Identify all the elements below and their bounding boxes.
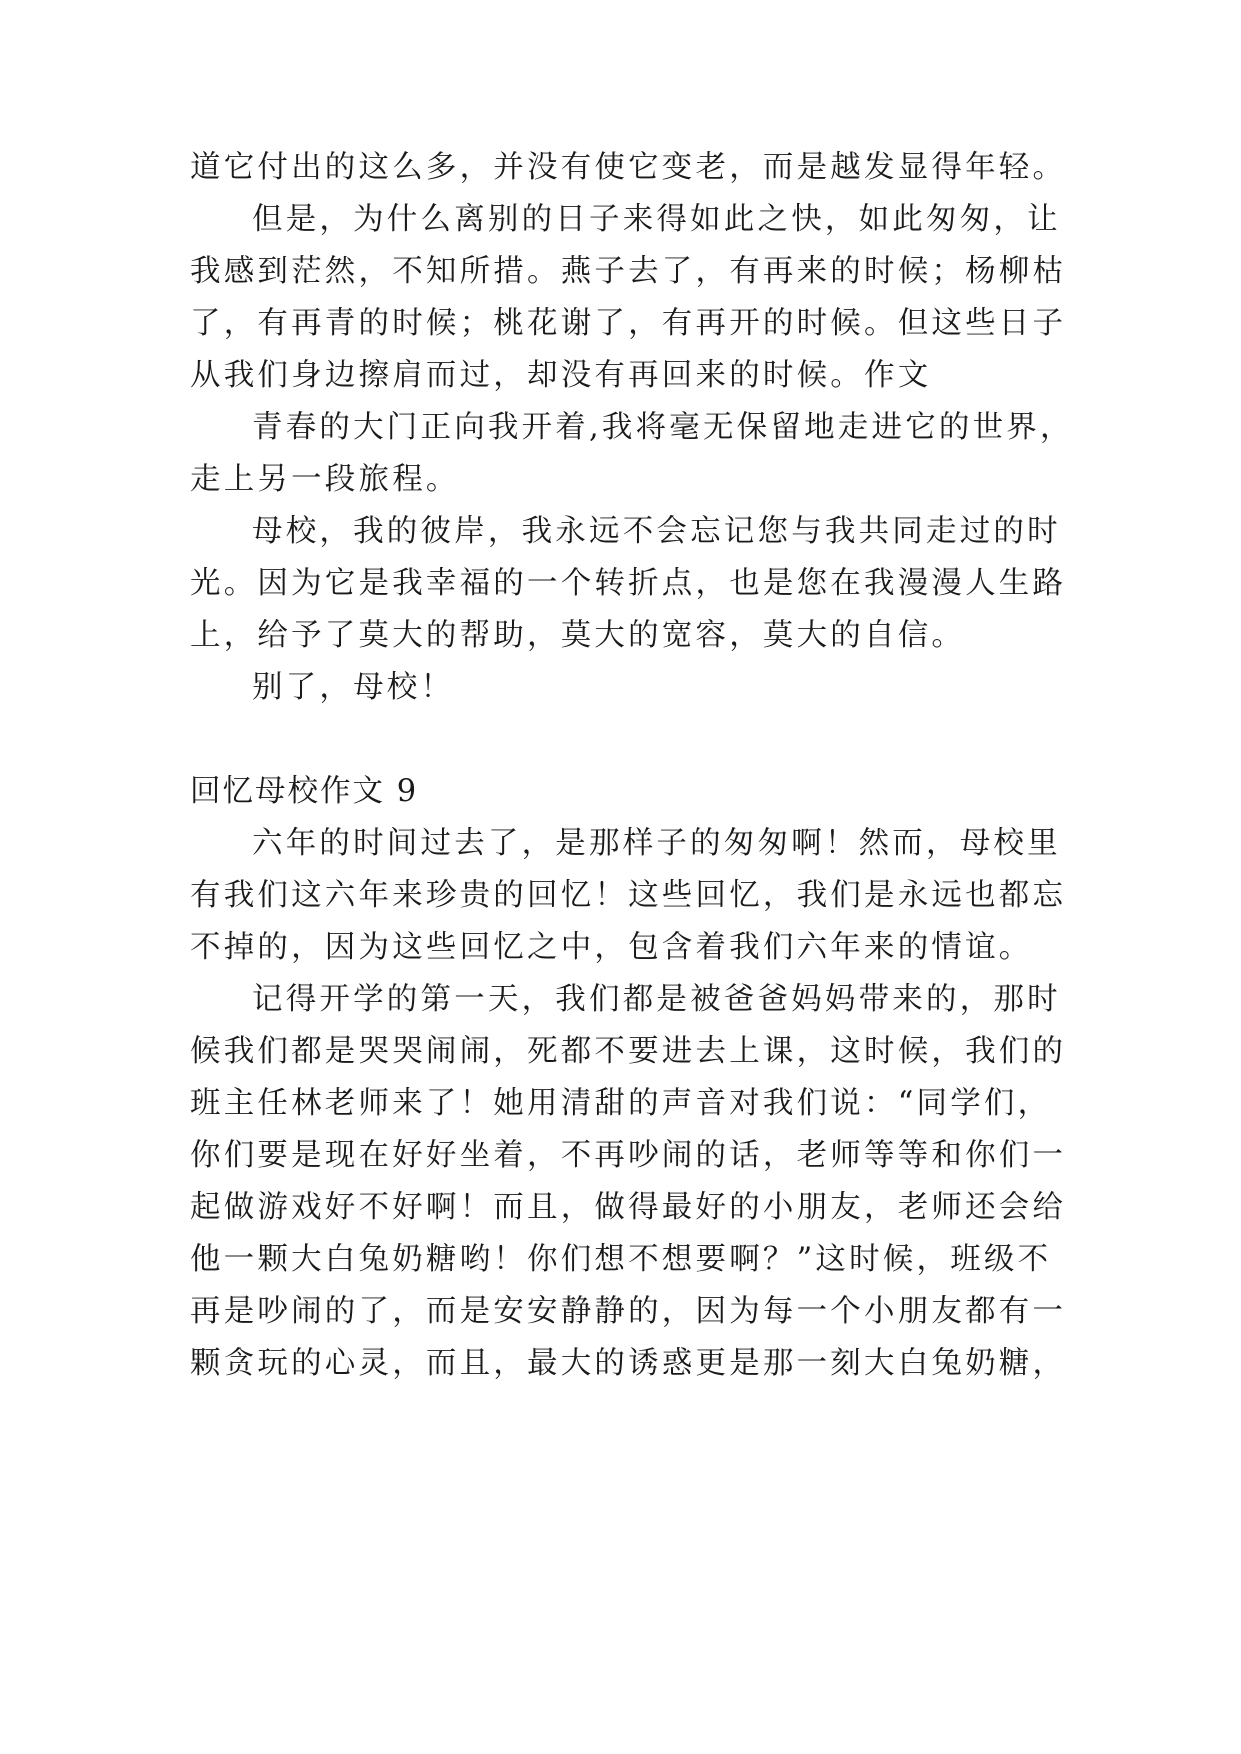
text-line: 青春的大门正向我开着,我将毫无保留地走进它的世界， — [252, 410, 1074, 445]
text-line: 记得开学的第一天，我们都是被爸爸妈妈带来的，那时 — [252, 982, 1061, 1017]
text-line: 起做游戏好不好啊！而且，做得最好的小朋友，老师还会给 — [190, 1190, 1067, 1225]
text-line: 但是，为什么离别的日子来得如此之快，如此匆匆，让 — [252, 202, 1061, 237]
text-line: 颗贪玩的心灵，而且，最大的诱惑更是那一刻大白兔奶糖， — [190, 1346, 1067, 1381]
text-line: 光。因为它是我幸福的一个转折点，也是您在我漫漫人生路 — [190, 566, 1067, 601]
text-line: 走上另一段旅程。 — [190, 462, 460, 497]
text-line: 母校，我的彼岸，我永远不会忘记您与我共同走过的时 — [252, 514, 1061, 549]
text-line: 上，给予了莫大的帮助，莫大的宽容，莫大的自信。 — [190, 618, 966, 653]
text-line: 别了，母校！ — [252, 670, 455, 705]
text-line: 道它付出的这么多，并没有使它变老，而是越发显得年轻。 — [190, 150, 1067, 185]
text-line: 不掉的，因为这些回忆之中，包含着我们六年来的情谊。 — [190, 930, 1033, 965]
text-line: 候我们都是哭哭闹闹，死都不要进去上课，这时候，我们的 — [190, 1034, 1067, 1069]
text-line: 有我们这六年来珍贵的回忆！这些回忆，我们是永远也都忘 — [190, 878, 1067, 913]
text-line: 班主任林老师来了！她用清甜的声音对我们说：“同学们， — [190, 1086, 1052, 1121]
text-line: 从我们身边擦肩而过，却没有再回来的时候。作文 — [190, 358, 932, 393]
section-heading: 回忆母校作文 9 — [190, 774, 419, 809]
text-line: 了，有再青的时候；桃花谢了，有再开的时候。但这些日子 — [190, 306, 1067, 341]
text-line: 你们要是现在好好坐着，不再吵闹的话，老师等等和你们一 — [190, 1138, 1067, 1173]
text-line: 六年的时间过去了，是那样子的匆匆啊！然而，母校里 — [252, 826, 1061, 861]
text-line: 我感到茫然，不知所措。燕子去了，有再来的时候；杨柳枯 — [190, 254, 1067, 289]
text-line: 他一颗大白兔奶糖哟！你们想不想要啊？”这时候，班级不 — [190, 1242, 1052, 1277]
text-line: 再是吵闹的了，而是安安静静的，因为每一个小朋友都有一 — [190, 1294, 1067, 1329]
